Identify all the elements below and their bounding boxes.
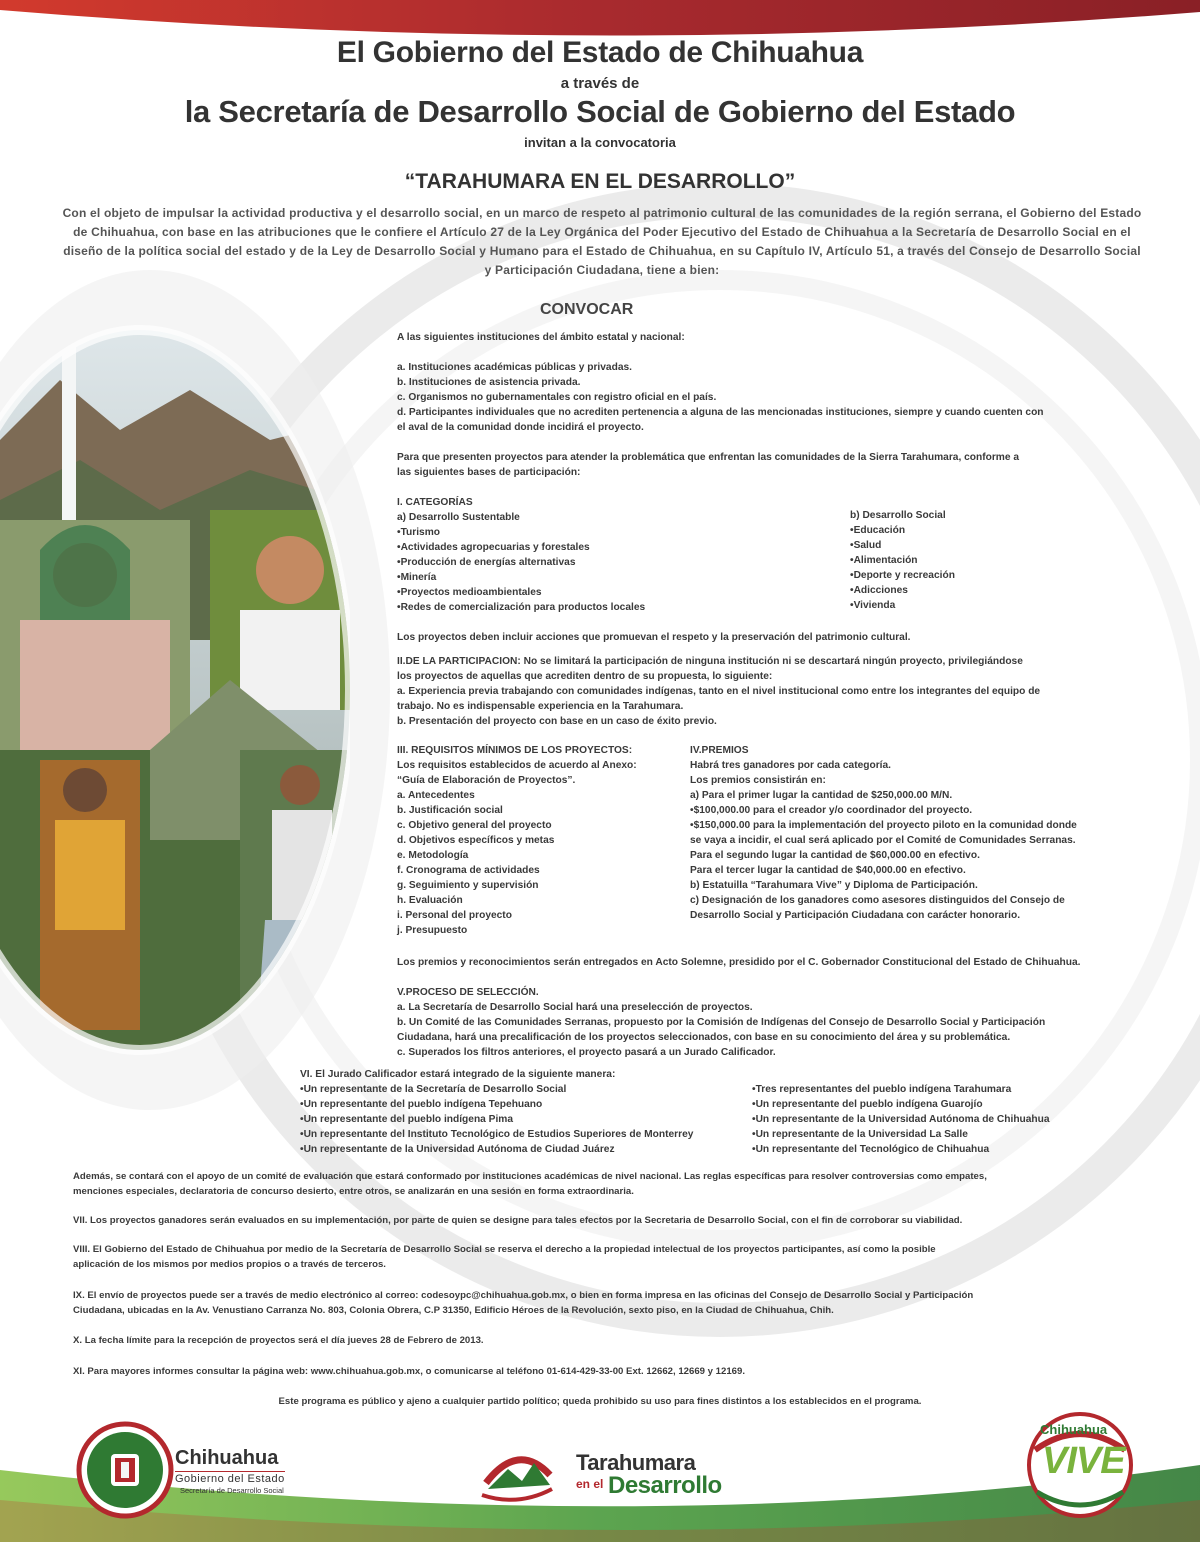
vii-paragraph: VII. Los proyectos ganadores serán evaluados en su implementación, por parte de quien se designe para tales efectos por la Secretaria de Desarrollo Social, con el fin de corroborar su viabilidad. [73,1215,963,1226]
list-item: •Tres representantes del pueblo indígena Tarahumara [752,1084,1012,1095]
list-item: i. Personal del proyecto [397,910,512,921]
categorias-b [850,508,955,613]
list-item: d. Objetivos específicos y metas [397,835,555,846]
instituciones-section [397,330,1044,480]
list-item: •Un representante de la Secretaría de Desarrollo Social [300,1084,567,1095]
list-item: b. Justificación social [397,805,503,816]
list-item: •Un representante de la Universidad Autónoma de Chihuahua [752,1114,1050,1125]
list-item: c. Organismos no gubernamentales con registro oficial en el país. [397,392,717,403]
premios-section: IV.PREMIOS Habrá tres ganadores por cada categoría. Los premios consistirán en: a) Para el primer lugar la cantidad de $250,000.00 M/N. •$100,000.00 para el creador y/o coordinador del proyecto. •$150,000.00 para la implementación del proyecto piloto en la comunidad donde se vaya a incidir, el cual será aplicado por el Comité de Comunidades Serranas. Para el segundo lugar la cantidad de $60,000.00 en efectivo. Para el tercer lugar la cantidad de $40,000.00 en efectivo. b) Estatuilla “Tarahumara Vive” y Diploma de Participación. c) Designación de los ganadores como asesores distinguidos del Consejo de Desarrollo Social y Participación Ciudadana con carácter honorario. [690,745,1077,921]
list-item: •Vivienda [850,600,896,611]
instituciones-lead: A las siguientes instituciones del ámbito estatal y nacional: [397,332,685,343]
ademas-paragraph: Además, se contará con el apoyo de un comité de evaluación que estará conformado por instituciones académicas de nivel nacional. Las reglas específicas para resolver controversias como empates, menciones especiales, declaratoria de concurso desierto, entre otros, se analizarán en una sesión en forma extraordinaria. [73,1171,987,1197]
gob-logo-sub2: Secretaría de Desarrollo Social [180,1486,284,1495]
tara-logo-2: en el [576,1477,604,1491]
convocatoria-title: “TARAHUMARA EN EL DESARROLLO” [404,170,796,193]
ix-paragraph: IX. El envío de proyectos puede ser a través de medio electrónico al correo: codesoypc@chihuahua.gob.mx, o bien en forma impresa en las oficinas del Consejo de Desarrollo Social y Participación Ciudadana, ubicadas en la Av. Venustiano Carranza No. 803, Colonia Obrera, C.P 31350, Edificio Héroes de la Revolución, sexto piso, en la Ciudad de Chihuahua, Chih. [73,1290,974,1316]
list-item: el aval de la comunidad donde incidirá el proyecto. [397,422,644,433]
list-item: •Un representante del pueblo indígena Tepehuano [300,1099,543,1110]
premios-entrega: Los premios y reconocimientos serán entregados en Acto Solemne, presidido por el C. Gobernador Constitucional del Estado de Chihuahua. [397,957,1081,968]
list-item: d. Participantes individuales que no acrediten pertenencia a alguna de las mencionadas instituciones, siempre y cuando cuenten con [397,407,1044,418]
list-item: •Un representante del pueblo indígena Pima [300,1114,514,1125]
categoria-b-title: b) Desarrollo Social [850,510,946,521]
tara-logo-1: Tarahumara [576,1450,696,1475]
premios-heading: IV.PREMIOS [690,745,749,756]
list-item: j. Presupuesto [397,925,468,936]
list-item: •Salud [850,540,882,551]
list-item: b. Instituciones de asistencia privada. [397,377,581,388]
participacion-section: II.DE LA PARTICIPACION: No se limitará la participación de ninguna institución ni se descartará ningún proyecto, privilegiándose los proyectos de aquellas que acrediten dentro de su propuesta, lo siguiente: a. Experiencia previa trabajando con comunidades indígenas, tanto en el nivel institucional como entre los integrantes del equipo de trabajo. No es indispensable experiencia en la Tarahumara. b. Presentación del proyecto con base en un caso de éxito previo. [397,656,1041,727]
proyectos-lead: las siguientes bases de participación: [397,467,581,478]
gob-logo-sub: Gobierno del Estado [175,1473,285,1485]
xi-paragraph: XI. Para mayores informes consultar la página web: www.chihuahua.gob.mx, o comunicarse al teléfono 01-614-429-33-00 Ext. 12662, 12669 y 12169. [73,1366,746,1377]
jurado-left [300,1082,693,1157]
categorias-heading: I. CATEGORÍAS [397,497,473,508]
header-through: a través de [560,75,640,92]
list-item: •Redes de comercialización para productos locales [397,602,646,613]
list-item: •Educación [850,525,906,536]
viii-paragraph: VIII. El Gobierno del Estado de Chihuahua por medio de la Secretaría de Desarrollo Social se reserva el derecho a la propiedad intelectual de los proyectos participantes, así como la posible aplicación de los mismos por medios propios o a través de terceros. [73,1244,936,1270]
list-item: •Producción de energías alternativas [397,557,576,568]
list-item: •Actividades agropecuarias y forestales [397,542,590,553]
convocar-heading: CONVOCAR [540,301,634,318]
list-item: c. Objetivo general del proyecto [397,820,552,831]
categoria-a-title: a) Desarrollo Sustentable [397,512,520,523]
seleccion-heading: V.PROCESO DE SELECCIÓN. [397,987,539,998]
categorias-a [397,495,645,615]
tara-logo-3: Desarrollo [608,1472,722,1499]
header-secretaria: la Secretaría de Desarrollo Social de Gobierno del Estado [184,94,1016,129]
disclaimer: Este programa es público y ajeno a cualquier partido político; queda prohibido su uso para fines distintos a los establecidos en el programa. [278,1396,922,1407]
proyectos-lead: Para que presenten proyectos para atender la problemática que enfrentan las comunidades de la Sierra Tarahumara, conforme a [397,452,1020,463]
vive-logo-1: Chihuahua [1040,1422,1108,1437]
list-item: •Un representante del pueblo indígena Guarojío [752,1099,983,1110]
list-item: •Un representante del Instituto Tecnológico de Estudios Superiores de Monterrey [300,1129,694,1140]
gob-logo-name: Chihuahua [175,1447,279,1469]
categorias-note: Los proyectos deben incluir acciones que promuevan el respeto y la preservación del patrimonio cultural. [397,632,911,643]
intro-paragraph: Con el objeto de impulsar la actividad productiva y el desarrollo social, en un marco de respeto al patrimonio cultural de las comunidades de la región serrana, el Gobierno del Estado de Chihuahua, con base en las atribuciones que le confiere el Artículo 27 de la Ley Orgánica del Poder Ejecutivo del Estado de Chihuahua a la Secretaría de Desarrollo Social en el diseño de la política social del estado y de la Ley de Desarrollo Social y Humano para el Estado de Chihuahua, en su Capítulo IV, Artículo 51, a través del Consejo de Desarrollo Social y Participación Ciudadana, tiene a bien: [62,206,1142,277]
list-item: •Turismo [397,527,440,538]
list-item: •Deporte y recreación [850,570,955,581]
list-item: •Proyectos medioambientales [397,587,542,598]
list-item: •Alimentación [850,555,918,566]
top-red-band [0,0,1200,36]
list-item: •Un representante del Tecnológico de Chihuahua [752,1144,990,1155]
list-item: •Un representante de la Universidad Autónoma de Ciudad Juárez [300,1144,615,1155]
list-item: e. Metodología [397,850,469,861]
requisitos-heading: III. REQUISITOS MÍNIMOS DE LOS PROYECTOS: [397,745,633,756]
list-item: •Adicciones [850,585,908,596]
list-item: •Minería [397,572,437,583]
list-item: h. Evaluación [397,895,463,906]
tarahumara-logo-icon [478,1445,558,1505]
gobierno-seal-logo [75,1420,175,1520]
participacion-heading: II.DE LA PARTICIPACION: [397,656,521,667]
list-item: g. Seguimiento y supervisión [397,880,539,891]
header-title: El Gobierno del Estado de Chihuahua [336,36,864,69]
jurado-right [752,1082,1050,1157]
requisitos-section: III. REQUISITOS MÍNIMOS DE LOS PROYECTOS: Los requisitos establecidos de acuerdo al Anexo: “Guía de Elaboración de Proyectos”. a. Antecedentes b. Justificación social c. Objetivo general del proyecto d. Objetivos específicos y metas e. Metodología f. Cronograma de actividades g. Seguimiento y supervisión h. Evaluación i. Personal del proyecto j. Presupuesto [397,745,637,936]
list-item: •Un representante de la Universidad La Salle [752,1129,968,1140]
x-paragraph: X. La fecha límite para la recepción de proyectos será el día jueves 28 de Febrero de 2013. [73,1335,484,1346]
header-invite: invitan a la convocatoria [524,135,676,150]
list-item: f. Cronograma de actividades [397,865,540,876]
list-item: a. Instituciones académicas públicas y privadas. [397,362,632,373]
vive-logo-2: VIVE [1042,1440,1125,1482]
list-item: a. Antecedentes [397,790,475,801]
photo-collage [0,320,350,1060]
seleccion-section: V.PROCESO DE SELECCIÓN. a. La Secretaría de Desarrollo Social hará una preselección de proyectos. b. Un Comité de las Comunidades Serranas, propuesto por la Comisión de Indígenas del Consejo de Desarrollo Social y Participación Ciudadana, hará una precalificación de los proyectos seleccionados, con base en su conocimiento del área y su problemática. c. Superados los filtros anteriores, el proyecto pasará a un Jurado Calificador. [397,987,1046,1058]
jurado-heading: VI. El Jurado Calificador estará integrado de la siguiente manera: [300,1069,616,1080]
